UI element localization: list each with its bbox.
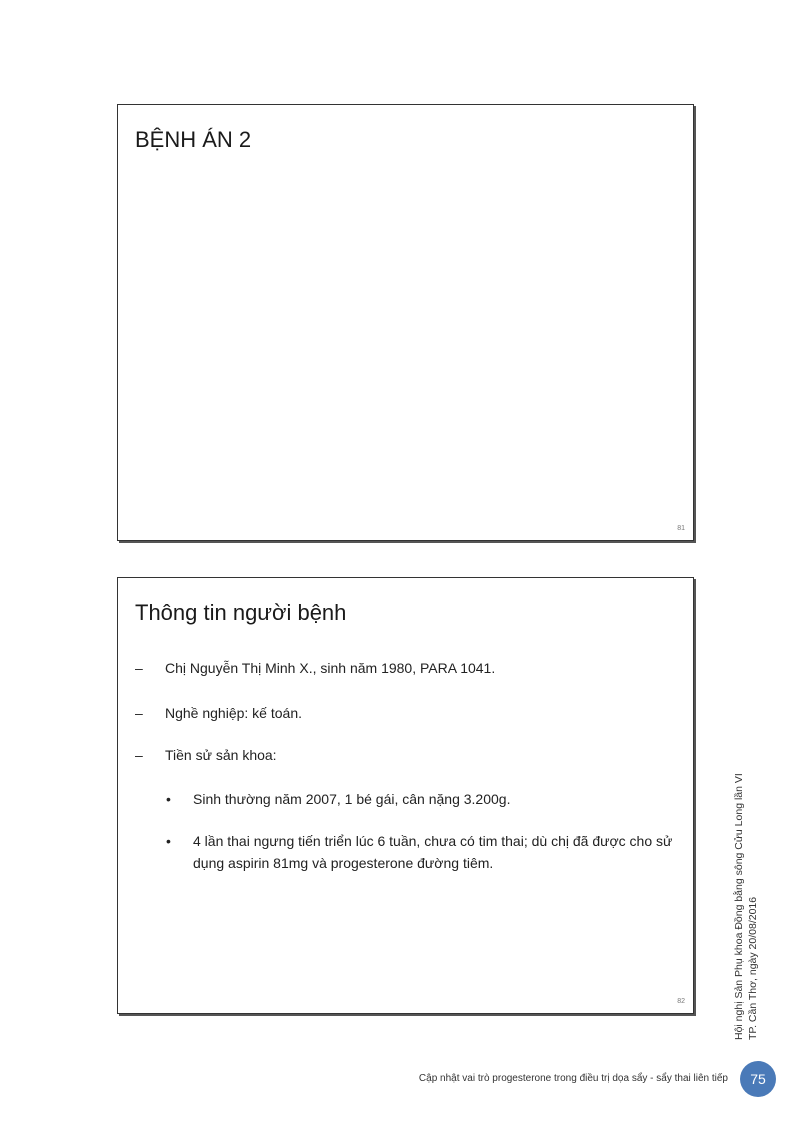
- sub-bullet-text: Sinh thường năm 2007, 1 bé gái, cân nặng 3.200g.: [193, 791, 511, 807]
- dash-marker: –: [135, 660, 143, 676]
- dot-marker: •: [166, 791, 171, 807]
- bullet-text: Tiền sử sản khoa:: [165, 747, 277, 763]
- conference-date: TP. Cần Thơ, ngày 20/08/2016: [747, 896, 759, 1040]
- bullet-obstetric-history: [135, 747, 277, 763]
- bullet-occupation: [135, 705, 302, 721]
- conference-side-caption: [732, 773, 760, 1040]
- slide-title: Thông tin người bệnh: [135, 600, 347, 625]
- bullet-text: Nghề nghiệp: kế toán.: [165, 705, 302, 721]
- conference-name: Hội nghị Sản Phụ khoa Đồng bằng sông Cửu Long lần VI: [733, 773, 745, 1040]
- dash-marker: –: [135, 747, 143, 763]
- sub-bullet-text: 4 lần thai ngưng tiến triển lúc 6 tuần, chưa có tim thai; dù chị đã được cho sử dụng aspirin 81mg và progesterone đường tiêm.: [193, 833, 673, 871]
- slide-number: 81: [677, 525, 685, 532]
- dot-marker: •: [166, 833, 171, 849]
- page-number-badge: 75: [740, 1061, 776, 1097]
- bullet-text: Chị Nguyễn Thị Minh X., sinh năm 1980, PARA 1041.: [165, 660, 496, 676]
- sub-bullet-miscarriages: [166, 830, 676, 874]
- slide-number: 82: [677, 998, 685, 1005]
- slide-81: [117, 104, 694, 541]
- dash-marker: –: [135, 705, 143, 721]
- slide-title: BỆNH ÁN 2: [135, 127, 252, 152]
- bullet-patient-name: [135, 660, 495, 676]
- sub-bullet-birth: [166, 788, 676, 810]
- footer-title: Cập nhật vai trò progesterone trong điều trị dọa sẩy - sẩy thai liên tiếp: [418, 1073, 728, 1084]
- slide-82: [117, 577, 694, 1014]
